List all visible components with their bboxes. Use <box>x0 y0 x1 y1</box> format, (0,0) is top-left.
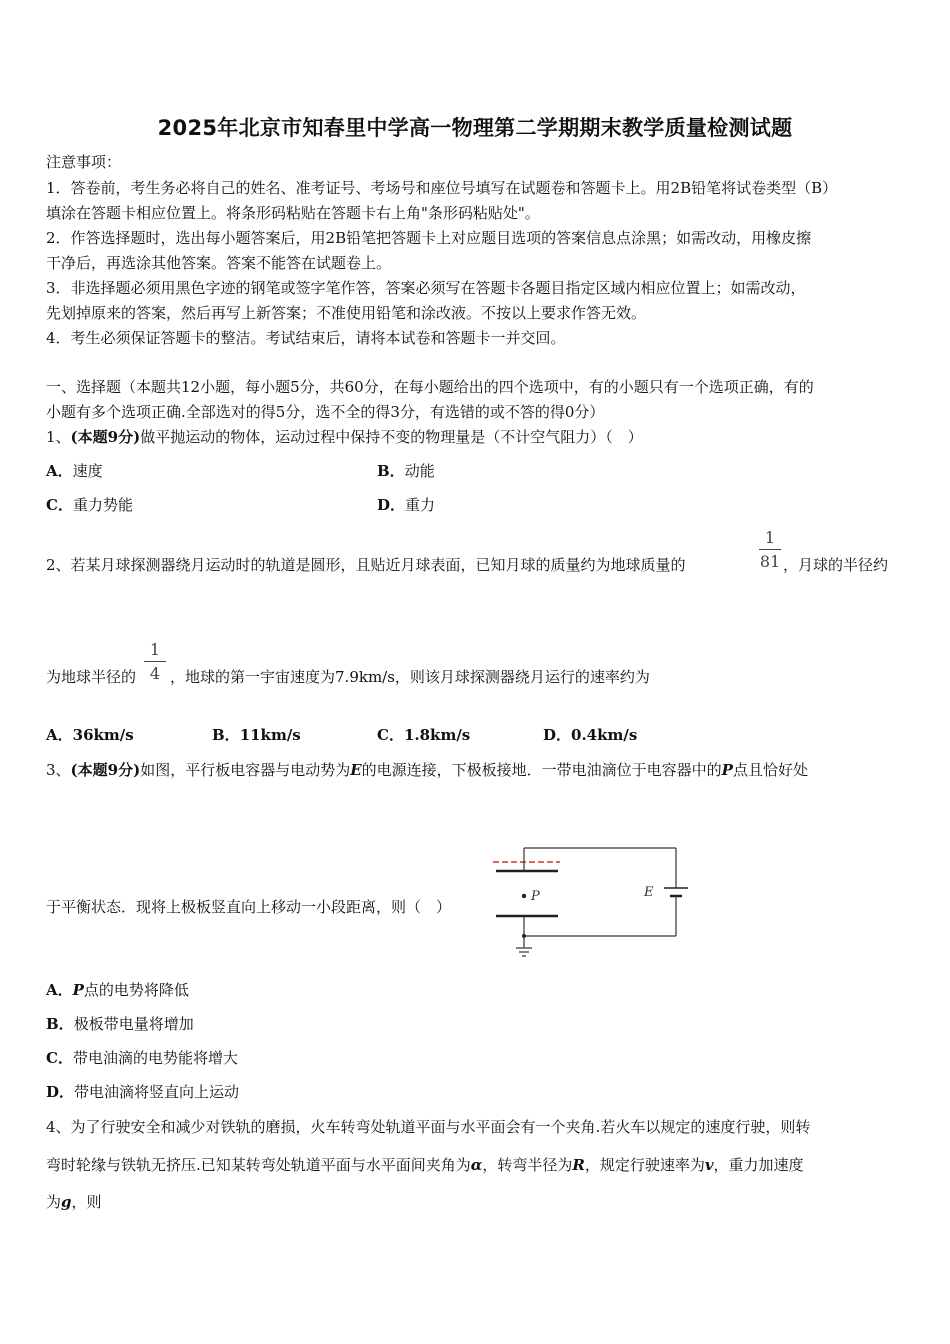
question-number: 3、 <box>46 761 71 779</box>
question-number: 1、 <box>46 428 71 446</box>
notice-line: 先划掉原来的答案，然后再写上新答案；不准使用铅笔和涂改液。不按以上要求作答无效。 <box>46 304 647 322</box>
question-3: 3、(本题9分)如图，平行板电容器与电动势为E的电源连接，下极板接地．一带电油滴位于电容器中的P点且恰好处 <box>46 761 808 779</box>
fraction-1-4: 1 4 <box>144 640 166 683</box>
question-points: (本题9分) <box>70 761 141 779</box>
notice-line: 1．答卷前，考生务必将自己的姓名、准考证号、考场号和座位号填写在试题卷和答题卡上。用2B铅笔将试卷类型（B） <box>46 179 838 197</box>
question-text-cont: ，地球的第一宇宙速度为7.9km/s，则该月球探测器绕月运行的速率约为 <box>170 668 650 686</box>
option-b: B．极板带电量将增加 <box>46 1015 194 1033</box>
option-c: C．1.8km/s <box>377 726 471 744</box>
label-e: E <box>644 885 654 900</box>
question-text-cont: 弯时轮缘与铁轨无挤压.已知某转弯处轨道平面与水平面间夹角为α，转弯半径为R，规定行驶速率为v，重力加速度 <box>46 1156 804 1174</box>
option-d: D．重力 <box>377 496 436 514</box>
label-p: P <box>531 889 540 904</box>
option-a: A．P点的电势将降低 <box>46 981 189 999</box>
capacitor-circuit-diagram <box>488 840 688 962</box>
option-b: B．动能 <box>377 462 435 480</box>
option-d: D．0.4km/s <box>543 726 638 744</box>
option-d: D．带电油滴将竖直向上运动 <box>46 1083 240 1101</box>
notice-line: 2．作答选择题时，选出每小题答案后，用2B铅笔把答题卡上对应题目选项的答案信息点涂黑；如需改动，用橡皮擦 <box>46 229 812 247</box>
question-points: (本题9分) <box>70 428 141 446</box>
section-heading-cont: 小题有多个选项正确.全部选对的得5分，选不全的得3分，有选错的或不答的得0分） <box>46 403 605 421</box>
question-2 <box>46 555 686 575</box>
question-text-cont: 为g，则 <box>46 1193 102 1211</box>
question-text-cont: 于平衡状态．现将上极板竖直向上移动一小段距离，则（ ） <box>46 898 452 916</box>
question-text: 若某月球探测器绕月运动时的轨道是圆形，且贴近月球表面，已知月球的质量约为地球质量的 <box>70 556 686 574</box>
oil-drop <box>522 894 526 898</box>
option-a: A．速度 <box>46 462 103 480</box>
option-c: C．重力势能 <box>46 496 133 514</box>
option-b: B．11km/s <box>212 726 301 744</box>
question-text-cont: ，月球的半径约 <box>783 556 889 574</box>
question-text: 做平抛运动的物体，运动过程中保持不变的物理量是（不计空气阻力）（ ） <box>140 428 643 446</box>
question-number: 2、 <box>46 556 71 574</box>
question-number: 4、 <box>46 1118 71 1136</box>
page-title: 2025年北京市知春里中学高一物理第二学期期末教学质量检测试题 <box>157 116 793 140</box>
notice-line: 3．非选择题必须用黑色字迹的钢笔或签字笔作答，答案必须写在答题卡各题目指定区域内相应位置上；如需改动， <box>46 279 806 297</box>
question-text: 为了行驶安全和减少对铁轨的磨损，火车转弯处轨道平面与水平面会有一个夹角.若火车以规定的速度行驶，则转 <box>70 1118 811 1136</box>
notice-line: 干净后，再选涂其他答案。答案不能答在试题卷上。 <box>46 254 392 272</box>
question-text-cont: 为地球半径的 <box>46 668 137 686</box>
notice-heading: 注意事项： <box>46 153 122 171</box>
notice-line: 4．考生必须保证答题卡的整洁。考试结束后，请将本试卷和答题卡一并交回。 <box>46 329 566 347</box>
question-1 <box>46 427 643 447</box>
section-heading: 一、选择题（本题共12小题，每小题5分，共60分，在每小题给出的四个选项中，有的小题只有一个选项正确，有的 <box>46 378 814 396</box>
question-4 <box>46 1117 810 1137</box>
fraction-1-81: 1 81 <box>759 528 781 571</box>
option-a: A．36km/s <box>46 726 134 744</box>
option-c: C．带电油滴的电势能将增大 <box>46 1049 238 1067</box>
notice-line: 填涂在答题卡相应位置上。将条形码粘贴在答题卡右上角"条形码粘贴处"。 <box>46 204 540 222</box>
